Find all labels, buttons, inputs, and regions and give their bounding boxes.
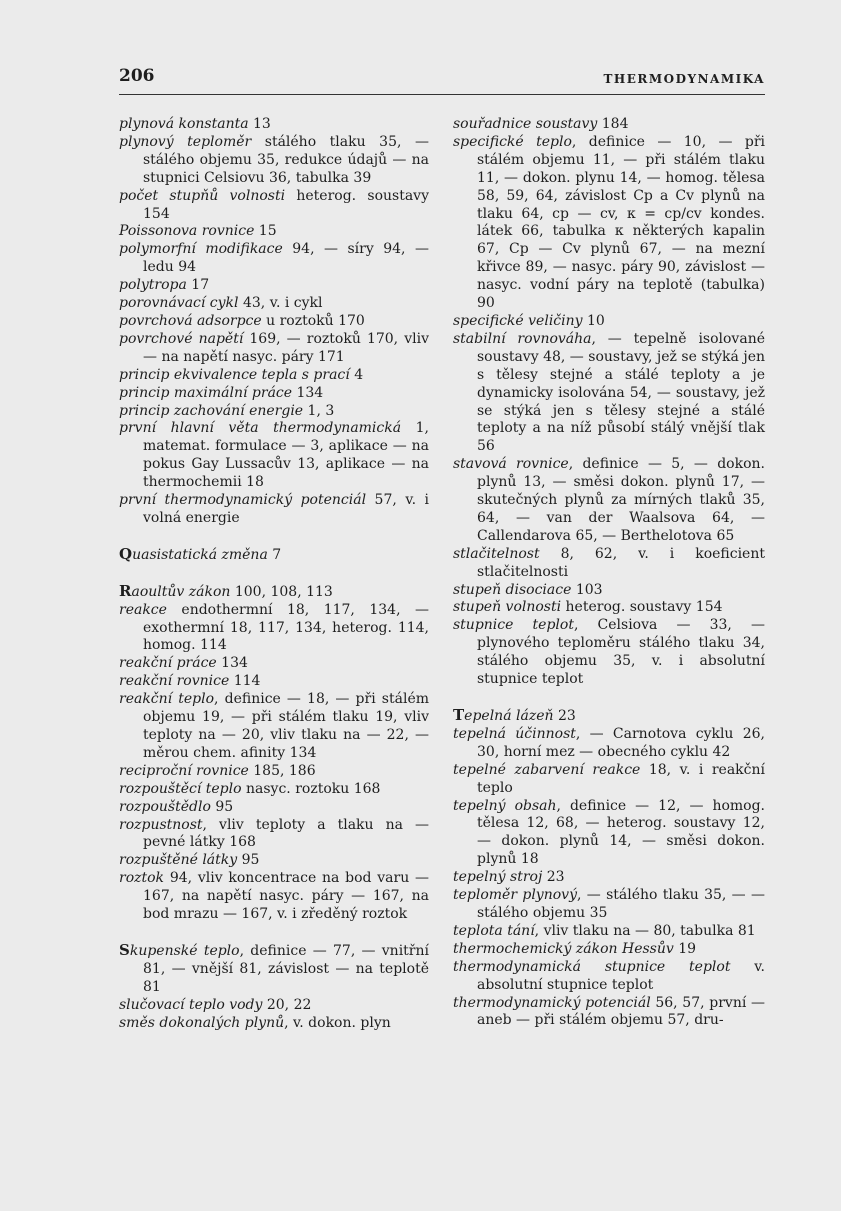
index-entry bbox=[119, 403, 429, 421]
index-entry bbox=[119, 997, 429, 1015]
index-references: 19 bbox=[673, 940, 697, 957]
index-term bbox=[453, 798, 557, 814]
index-term-text: plynová konstanta bbox=[119, 116, 249, 132]
index-term-text: porovnávací cykl bbox=[119, 295, 239, 312]
index-references: 23 bbox=[553, 708, 576, 724]
section-initial: R bbox=[119, 581, 132, 600]
index-entry bbox=[453, 726, 765, 762]
index-term bbox=[119, 1015, 284, 1031]
index-term bbox=[119, 655, 217, 671]
index-term-text: roztok bbox=[119, 870, 165, 887]
index-term-text: thermodynamický potenciál bbox=[453, 994, 651, 1011]
index-references: 185, 186 bbox=[248, 762, 316, 779]
index-references: 15 bbox=[254, 223, 277, 240]
index-references: , definice — 77, — vnitřní 81, — vnější 81, závislost — na teplotě 81 bbox=[143, 942, 429, 995]
index-entry bbox=[119, 134, 429, 188]
index-references: 95 bbox=[210, 798, 234, 815]
index-references: , vliv teploty a tlaku na — pevné látky 168 bbox=[143, 816, 429, 851]
index-term-text: tepelná účinnost bbox=[453, 725, 576, 742]
index-term-text: rozpouštědlo bbox=[119, 798, 211, 815]
index-term bbox=[453, 134, 572, 150]
index-term bbox=[453, 887, 577, 903]
index-term bbox=[119, 241, 283, 257]
index-references: 56, 57, první — aneb — při stálém objemu 57, dru- bbox=[477, 994, 765, 1029]
index-references: 100, 108, 113 bbox=[230, 583, 333, 600]
index-entry bbox=[119, 367, 429, 385]
index-references: 114 bbox=[229, 673, 261, 690]
index-references: 18, v. i reakční teplo bbox=[477, 761, 765, 796]
index-entry bbox=[119, 673, 429, 691]
index-references: 10 bbox=[582, 312, 605, 329]
index-entry bbox=[453, 959, 765, 995]
index-term bbox=[119, 781, 242, 797]
index-entry bbox=[453, 134, 765, 313]
index-term bbox=[453, 923, 535, 939]
index-term bbox=[119, 602, 167, 618]
index-term-text: specifické veličiny bbox=[453, 312, 583, 329]
index-term bbox=[119, 817, 203, 833]
index-entry bbox=[119, 277, 429, 295]
index-term bbox=[119, 134, 251, 150]
index-term bbox=[119, 544, 268, 563]
index-term bbox=[119, 870, 164, 886]
index-term bbox=[119, 116, 249, 132]
index-references: stálého tlaku 35, — stálého objemu 35, redukce údajů — na stupnici Celsiovu 36, tabulka 39 bbox=[143, 133, 429, 186]
index-references: 169, — roztoků 170, vliv — na napětí nasyc. páry 171 bbox=[143, 330, 429, 365]
index-term bbox=[119, 799, 211, 815]
index-references: 43, v. i cykl bbox=[238, 295, 323, 312]
index-entry bbox=[453, 762, 765, 798]
index-term bbox=[453, 995, 651, 1011]
index-entry bbox=[119, 116, 429, 134]
index-entry bbox=[119, 313, 429, 331]
index-entry bbox=[453, 617, 765, 689]
index-references: 4 bbox=[349, 366, 364, 383]
index-references: , — tepelně isolované soustavy 48, — soustavy, jež se stýká jen s tělesy stejné a stálé teploty a je dynamicky isolována 54, — soustavy, jež se stýká jen s tělesy stejné a stálé teploty a na níž působí stálý vnější tlak 56 bbox=[477, 330, 765, 455]
index-term-text: specifické teplo bbox=[453, 133, 572, 150]
index-references: , definice — 10, — při stálém objemu 11, — při stálém tlaku 11, — dokon. plynu 14, — homog. tělesa 58, 59, 64, závislost Cp a Cv plynů na tlaku 64, cp — cv, κ = cp/cv kondes. látek 66, tabulka κ některých kapalin 67, Cp — Cv plynů 67, — na mezní křivce 89, — nasyc. páry 90, závislost — nasyc. vodní páry na teplotě (tabulka) 90 bbox=[477, 133, 765, 312]
index-term bbox=[119, 223, 254, 239]
index-term-text: první thermodynamický potenciál bbox=[119, 492, 367, 509]
index-references: 8, 62, v. i koeficient stlačitelnosti bbox=[477, 545, 765, 580]
index-references: , definice — 12, — homog. tělesa 12, 68, — heterog. soustavy 12, — dokon. plynů 14, — směsi dokon. plynů 18 bbox=[477, 797, 766, 868]
index-term-text: stabilní rovnováha bbox=[453, 330, 592, 347]
index-entry bbox=[453, 887, 765, 923]
index-term bbox=[453, 726, 576, 742]
index-references: 13 bbox=[248, 116, 271, 132]
index-term-text: stupeň volnosti bbox=[453, 599, 562, 616]
index-term-text: kupenské teplo bbox=[129, 942, 240, 959]
index-term-text: princip zachování energie bbox=[119, 402, 304, 419]
section-initial: S bbox=[119, 940, 130, 959]
index-entry bbox=[453, 869, 765, 887]
index-entry bbox=[453, 546, 765, 582]
index-term bbox=[119, 295, 239, 311]
index-entry bbox=[453, 313, 765, 331]
index-entry bbox=[119, 781, 429, 799]
index-term-text: reakce bbox=[119, 601, 167, 618]
index-term-text: stavová rovnice bbox=[453, 456, 569, 473]
index-term-text: tepelný stroj bbox=[453, 869, 543, 886]
index-term bbox=[119, 367, 350, 383]
index-entry bbox=[453, 995, 765, 1031]
index-term-text: rozpustnost bbox=[119, 816, 203, 833]
index-term-text: rozpuštěné látky bbox=[119, 852, 238, 869]
index-entry bbox=[119, 942, 429, 997]
index-term bbox=[119, 940, 240, 959]
index-term-text: slučovací teplo vody bbox=[119, 996, 263, 1013]
index-term bbox=[453, 869, 542, 885]
index-entry bbox=[119, 295, 429, 313]
index-term-text: povrchová adsorpce bbox=[119, 312, 262, 329]
index-entry bbox=[453, 798, 765, 870]
index-term bbox=[453, 116, 597, 132]
index-term-text: počet stupňů volnosti bbox=[119, 187, 286, 204]
index-term bbox=[119, 277, 187, 293]
running-title: THERMODYNAMIKA bbox=[603, 72, 765, 86]
index-entry bbox=[119, 241, 429, 277]
index-term bbox=[119, 852, 237, 868]
index-term-text: povrchové napětí bbox=[119, 330, 244, 347]
index-entry bbox=[119, 655, 429, 673]
index-references: 95 bbox=[237, 852, 260, 869]
index-term bbox=[453, 617, 574, 633]
index-term-text: aoultův zákon bbox=[131, 583, 231, 600]
index-term-text: souřadnice soustavy bbox=[453, 116, 598, 132]
index-term bbox=[453, 331, 592, 347]
index-references: , definice — 18, — při stálém objemu 19, — při stálém tlaku 19, vliv teploty na — 20, vliv tlaku na — 22, — měrou chem. afinity 134 bbox=[143, 691, 429, 761]
index-references: , vliv tlaku na — 80, tabulka 81 bbox=[534, 922, 756, 939]
index-references: , — Carnotova cyklu 26, 30, horní mez — obecného cyklu 42 bbox=[477, 725, 766, 760]
index-entry bbox=[453, 331, 765, 456]
index-entry bbox=[453, 582, 765, 600]
index-term bbox=[119, 691, 214, 707]
index-references: 17 bbox=[186, 277, 210, 294]
index-term bbox=[453, 762, 640, 778]
index-term-text: epelná lázeň bbox=[464, 708, 554, 724]
index-references: 57, v. i volná energie bbox=[143, 492, 429, 526]
index-term-text: stupnice teplot bbox=[453, 617, 574, 634]
index-term bbox=[119, 492, 366, 508]
index-term-text: polytropa bbox=[119, 277, 187, 294]
index-term-text: uasistatická změna bbox=[132, 546, 268, 563]
index-references: 94, vliv koncentrace na bod varu — 167, na napětí nasyc. páry — 167, na bod mrazu — 167, v. i zředěný roztok bbox=[143, 870, 429, 923]
index-column-right bbox=[453, 116, 765, 1030]
header-rule bbox=[119, 94, 765, 95]
index-term bbox=[453, 456, 569, 472]
page-number: 206 bbox=[119, 66, 155, 86]
index-references: , — stálého tlaku 35, — —stálého objemu 35 bbox=[477, 887, 765, 921]
index-entry bbox=[119, 1015, 429, 1033]
index-references: heterog. soustavy 154 bbox=[143, 187, 429, 222]
index-entry bbox=[119, 691, 429, 763]
index-entry bbox=[453, 923, 765, 941]
index-term bbox=[119, 385, 292, 401]
index-entry bbox=[119, 602, 429, 656]
index-term bbox=[119, 403, 303, 419]
index-entry bbox=[119, 583, 429, 602]
index-references: 134 bbox=[292, 384, 324, 401]
index-entry bbox=[119, 546, 429, 565]
index-entry bbox=[119, 188, 429, 224]
index-term-text: teplota tání bbox=[453, 922, 535, 939]
index-entry bbox=[453, 941, 765, 959]
index-entry bbox=[119, 331, 429, 367]
index-term bbox=[453, 708, 554, 724]
index-references: , definice — 5, — dokon. plynů 13, — směsi dokon. plynů 17, — skutečných plynů za mírných tlaků 35, 64, — van der Waalsova 64, — Callendarova 65, — Berthelotova 65 bbox=[477, 456, 765, 544]
index-term bbox=[119, 763, 249, 779]
index-term-text: princip maximální práce bbox=[119, 384, 293, 401]
index-term-text: thermodynamická stupnice teplot bbox=[453, 958, 731, 975]
index-term bbox=[453, 582, 571, 598]
index-term bbox=[119, 313, 262, 329]
index-term-text: tepelný obsah bbox=[453, 797, 557, 814]
index-term-text: stlačitelnost bbox=[453, 545, 540, 562]
index-references: , Celsiova — 33, — plynového teploměru stálého tlaku 34, stálého objemu 35, v. i absolutní stupnice teplot bbox=[477, 617, 766, 688]
index-references: v. absolutní stupnice teplot bbox=[477, 958, 765, 993]
index-entry bbox=[119, 817, 429, 853]
index-entry bbox=[453, 456, 765, 546]
index-entry bbox=[453, 599, 765, 617]
index-references: 7 bbox=[267, 546, 282, 563]
index-entry bbox=[119, 763, 429, 781]
index-references: 1, 3 bbox=[303, 402, 335, 419]
index-term-text: stupeň disociace bbox=[453, 581, 572, 598]
index-term bbox=[119, 673, 229, 689]
index-term-text: reciproční rovnice bbox=[119, 762, 249, 779]
index-entry bbox=[453, 116, 765, 134]
index-term-text: tepelné zabarvení reakce bbox=[453, 761, 641, 778]
index-term bbox=[453, 959, 730, 975]
index-term-text: reakční rovnice bbox=[119, 673, 230, 690]
index-references: u roztoků 170 bbox=[261, 312, 365, 329]
index-term-text: reakční práce bbox=[119, 655, 217, 672]
index-term-text: princip ekvivalence tepla s prací bbox=[119, 366, 350, 383]
index-term bbox=[453, 941, 674, 957]
index-term bbox=[453, 313, 583, 329]
section-initial: Q bbox=[119, 544, 133, 563]
index-references: 94, — síry 94, — ledu 94 bbox=[143, 241, 429, 276]
index-term-text: plynový teploměr bbox=[119, 133, 252, 150]
index-term bbox=[119, 581, 231, 600]
section-initial: T bbox=[453, 706, 465, 724]
index-term-text: Poissonova rovnice bbox=[119, 223, 255, 240]
index-entry bbox=[119, 420, 429, 492]
page-header bbox=[119, 66, 765, 94]
index-entry bbox=[119, 870, 429, 924]
index-term-text: rozpouštěcí teplo bbox=[119, 780, 242, 797]
index-term-text: teploměr plynový bbox=[453, 887, 577, 904]
index-term-text: reakční teplo bbox=[119, 691, 215, 708]
index-entry bbox=[119, 492, 429, 528]
index-term bbox=[119, 997, 262, 1013]
index-references: 184 bbox=[597, 116, 629, 132]
index-references: 23 bbox=[542, 869, 565, 886]
index-references: 134 bbox=[216, 655, 248, 672]
index-term bbox=[453, 546, 540, 562]
index-term bbox=[453, 599, 561, 615]
index-entry bbox=[119, 223, 429, 241]
index-term-text: směs dokonalých plynů bbox=[119, 1014, 285, 1031]
index-entry bbox=[119, 852, 429, 870]
index-term-text: polymorfní modifikace bbox=[119, 241, 283, 258]
index-term-text: thermochemický zákon Hessův bbox=[453, 940, 674, 957]
index-term bbox=[119, 420, 401, 436]
index-references: 103 bbox=[571, 581, 603, 598]
index-references: 20, 22 bbox=[262, 996, 312, 1013]
index-entry bbox=[119, 799, 429, 817]
index-references: , v. dokon. plyn bbox=[284, 1014, 391, 1031]
index-references: heterog. soustavy 154 bbox=[561, 599, 723, 616]
index-references: nasyc. roztoku 168 bbox=[241, 780, 381, 797]
index-entry bbox=[453, 707, 765, 726]
index-references: 1, matemat. formulace — 3, aplikace — na pokus Gay Lussacův 13, aplikace — na thermochemii 18 bbox=[143, 420, 429, 491]
index-term bbox=[119, 331, 243, 347]
index-term bbox=[119, 188, 285, 204]
index-entry bbox=[119, 385, 429, 403]
index-column-left bbox=[119, 116, 429, 1033]
index-references: endothermní 18, 117, 134, — exothermní 18, 117, 134, heterog. 114, homog. 114 bbox=[143, 601, 429, 654]
index-term-text: první hlavní věta thermodynamická bbox=[119, 420, 402, 437]
